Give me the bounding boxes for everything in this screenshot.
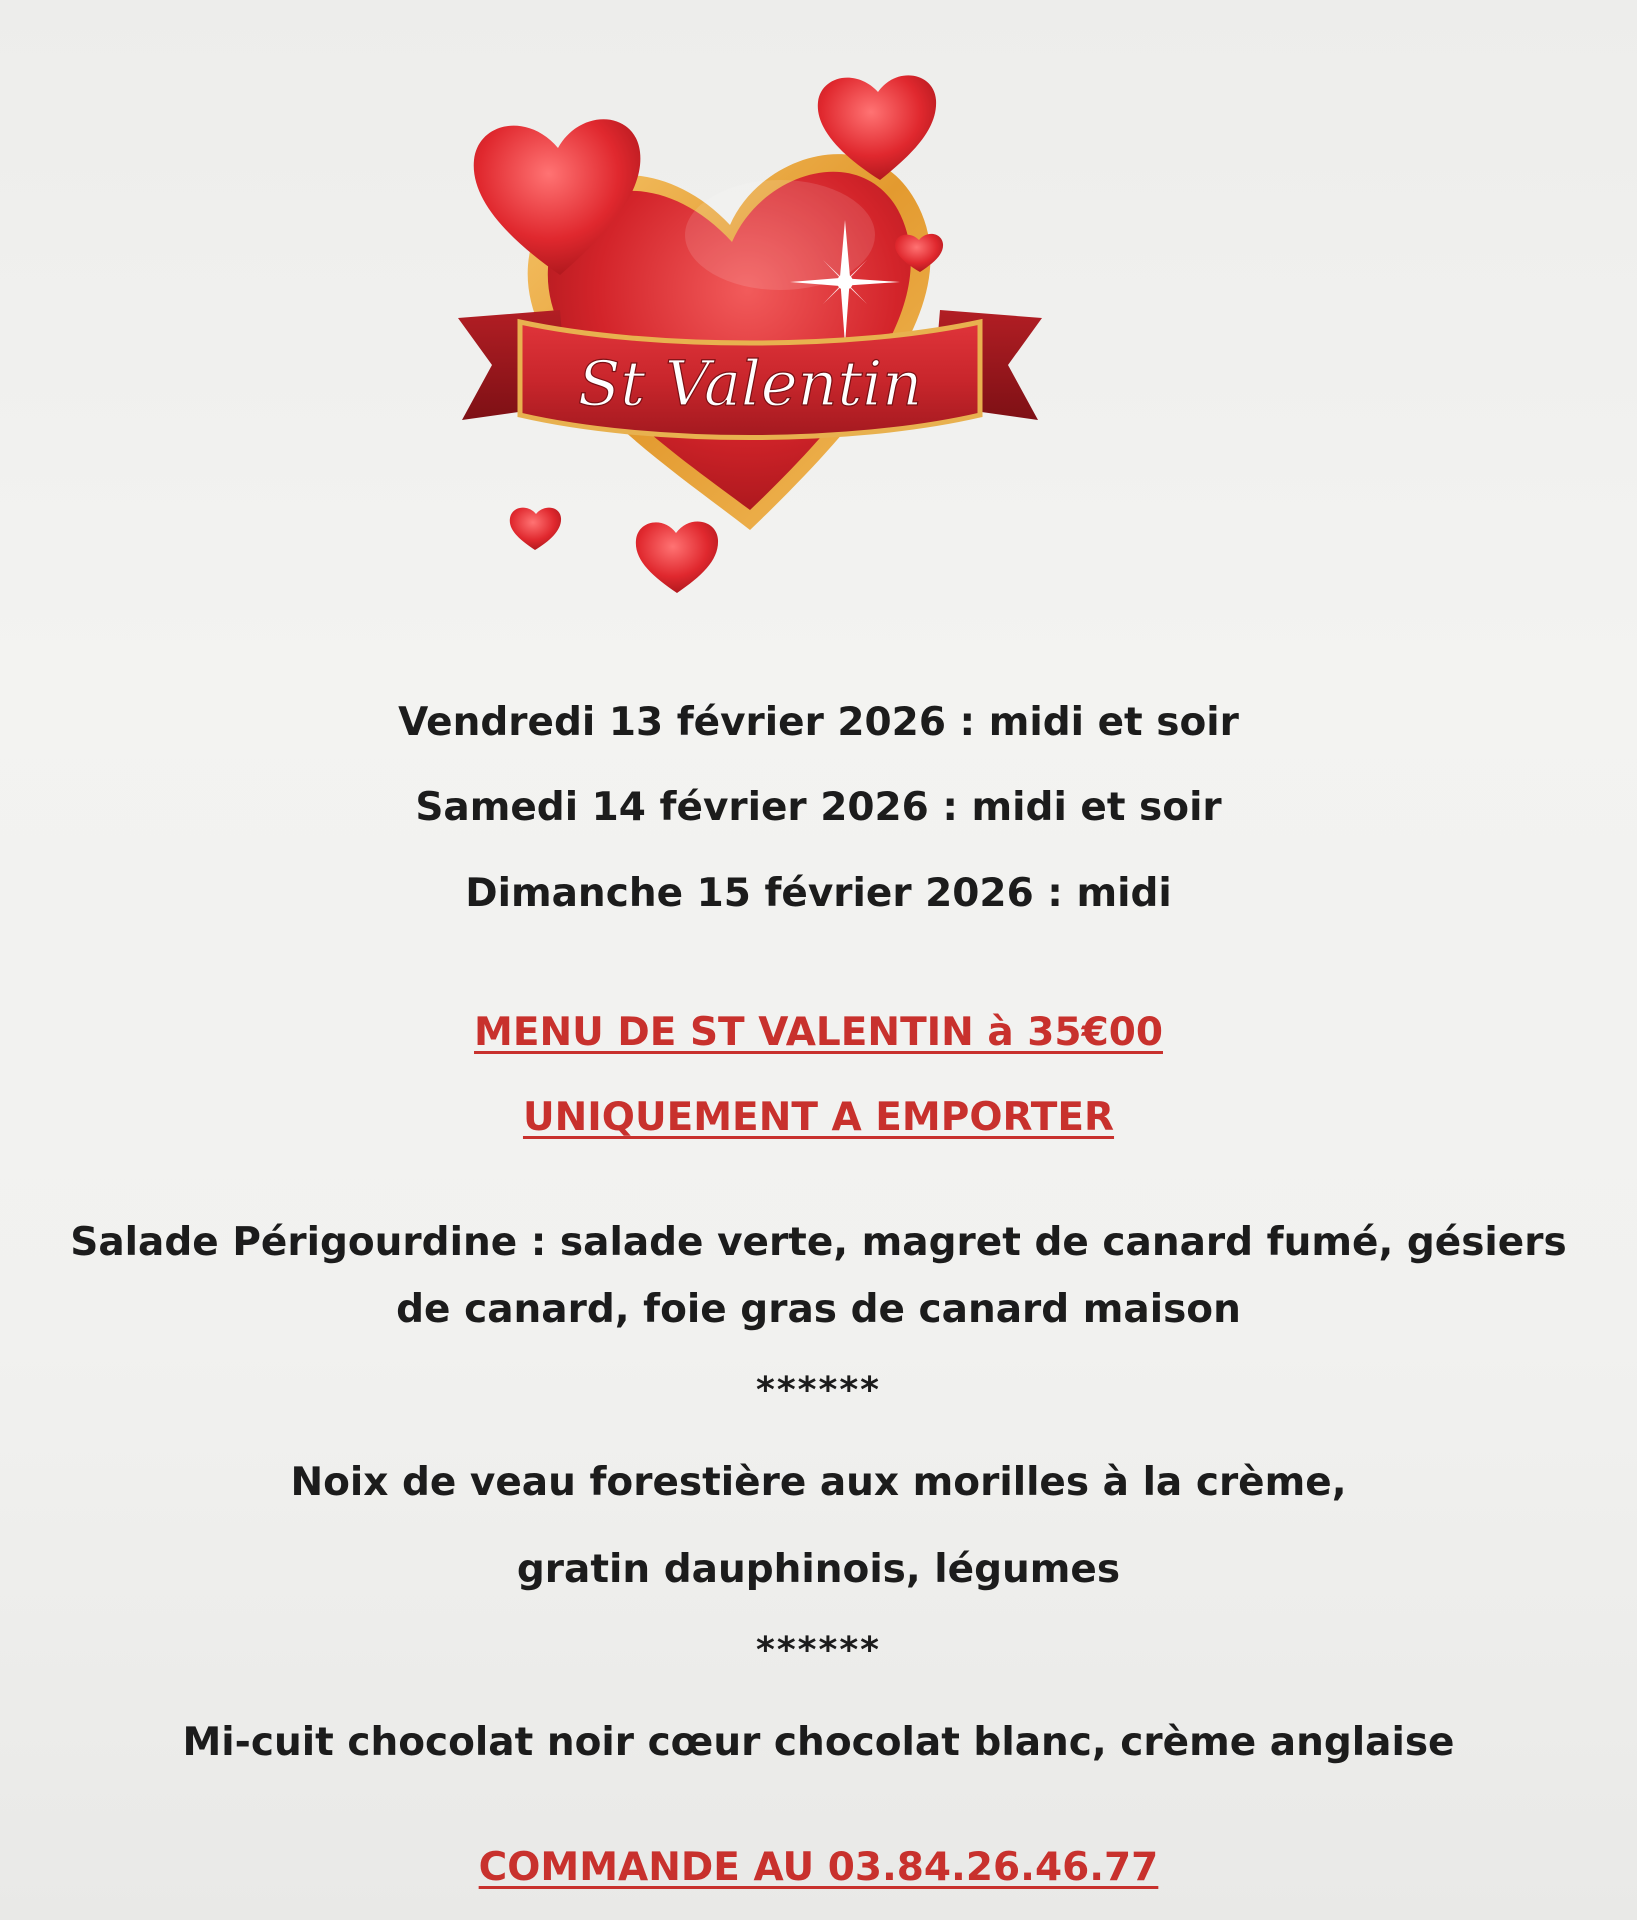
- dessert-line: Mi-cuit chocolat noir cœur chocolat blanc, crème anglaise: [182, 1720, 1455, 1765]
- main-course-line-2: gratin dauphinois, légumes: [516, 1547, 1121, 1592]
- order-phone-heading: COMMANDE AU 03.84.26.46.77: [478, 1845, 1159, 1890]
- banner-text: St Valentin: [577, 347, 923, 420]
- heart-logo-graphic: [450, 60, 1050, 620]
- st-valentin-logo: [450, 60, 1050, 620]
- takeaway-heading: UNIQUEMENT A EMPORTER: [522, 1095, 1115, 1140]
- small-heart-bottom-left-icon: [510, 508, 561, 550]
- separator-2: ******: [756, 1630, 881, 1671]
- date-saturday: Samedi 14 février 2026 : midi et soir: [415, 785, 1222, 830]
- menu-price-heading: MENU DE ST VALENTIN à 35€00: [474, 1010, 1163, 1055]
- starter-line-1: Salade Périgourdine : salade verte, magret de canard fumé, gésiers: [70, 1220, 1567, 1265]
- small-heart-bottom-center-icon: [636, 521, 718, 593]
- date-sunday: Dimanche 15 février 2026 : midi: [465, 871, 1172, 916]
- separator-1: ******: [756, 1370, 881, 1411]
- starter-line-2: de canard, foie gras de canard maison: [396, 1287, 1241, 1332]
- date-friday: Vendredi 13 février 2026 : midi et soir: [398, 700, 1239, 745]
- main-course-line-1: Noix de veau forestière aux morilles à la crème,: [290, 1460, 1347, 1505]
